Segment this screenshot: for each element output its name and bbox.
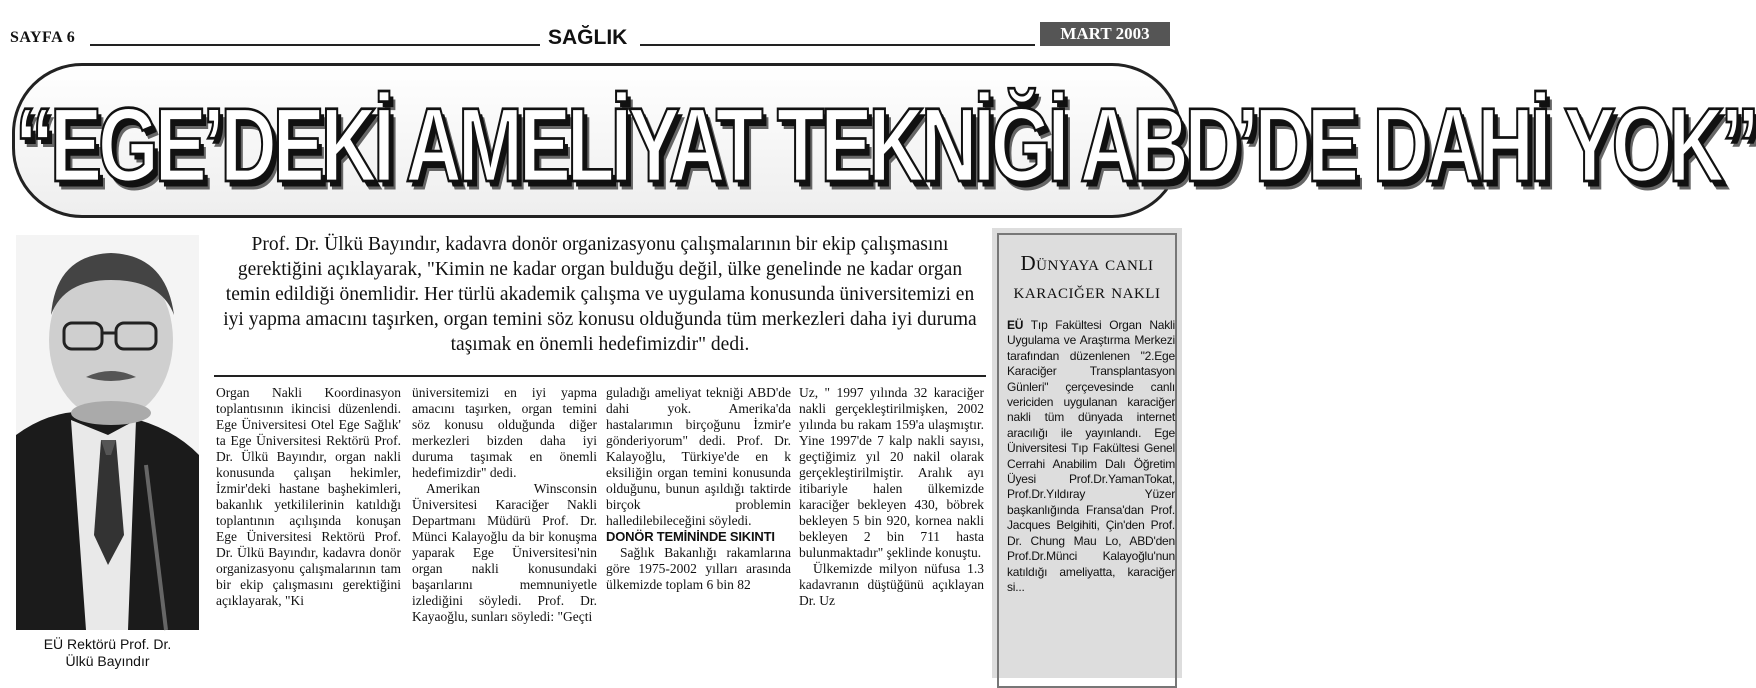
header-rule-right xyxy=(640,44,1035,46)
sidebar-text-body: Tıp Fakültesi Organ Nakli Uygulama ve Araştırma Merkezi tarafından düzenlenen "2.Ege Karaciğer Transplantasyon Günleri" çerçevesinde canlı vericiden uygulanan karaciğer nakli tüm dünyada internet aracılığı ile yayınlandı. Ege Üniversitesi Tıp Fakültesi Genel Cerrahi Anabilim Dalı Öğretim Üyesi Prof.Dr.YamanTokat, Prof.Dr.Yıldıray Yüzer başkanlığında Fransa'dan Prof. Jacques Belgihiti, Çin'den Prof. Dr. Chung Mau Lo, ABD'den Prof.Dr.Münci Kalayoğlu'nun katıldığı ameliyatta, karaciğer si... xyxy=(1007,318,1175,594)
section-title: SAĞLIK xyxy=(548,26,628,49)
caption-line: EÜ Rektörü Prof. Dr. xyxy=(43,636,172,652)
portrait-photo xyxy=(16,235,199,630)
portrait-illustration xyxy=(16,235,199,630)
photo-caption xyxy=(16,636,199,670)
paragraph: üniversitemizi en iyi yapma amacını taşırken, organ temini söz konusu olduğunda diğer merkezleri bizden daha iyi duruma taşımak en önemli hedefimizdir" dedi. xyxy=(412,385,597,480)
headline-banner xyxy=(12,63,1756,218)
paragraph: Organ Nakli Koordinasyon toplantısının ikincisi düzenlendi. Ege Üniversitesi Otel Ege Sağlık' ta Ege Üniversitesi Rektörü Prof. Dr. Ülkü Bayındır, organ nakli konusunda çalışan hekimler, İzmir'deki hastane başhekimleri, bakanlık yetkililerinin katıldığı toplantının açılışında konuşan Ege Üniversitesi Rektörü Prof. Dr. Ülkü Bayındır, kadavra donör organizasyonu çalışmalarının tam bir ekip çalışmasını gerektiğini açıklayarak, "Ki xyxy=(216,385,401,608)
sidebar-title-line: Dünyaya canlı xyxy=(1020,251,1154,275)
sidebar-title-line: karaciğer nakli xyxy=(1013,279,1161,303)
article-column-2 xyxy=(412,385,597,675)
sidebar-box xyxy=(992,228,1182,678)
lead-rule xyxy=(214,375,986,377)
article-column-3 xyxy=(606,385,791,675)
caption-line: Ülkü Bayındır xyxy=(65,653,150,669)
sidebar-text-lead: EÜ xyxy=(1007,318,1024,332)
paragraph: Sağlık Bakanlığı rakamlarına göre 1975-2002 yılları arasında ülkemizde toplam 6 bin 82 xyxy=(606,545,791,592)
paragraph: Amerikan Winsconsin Üniversitesi Karaciğer Nakli Departmanı Müdürü Prof. Dr. Münci Kalayoğlu da bir konuşma yaparak Ege Üniversitesi'nin organ nakli konusundaki başarılarını memnuniyetle izlediğini söyledi. Prof. Dr. Kayaoğlu, sunları söyledi: "Geçti xyxy=(412,481,597,624)
date-badge: MART 2003 xyxy=(1040,22,1170,46)
paragraph: Ülkemizde milyon nüfusa 1.3 kadavranın düştüğünü açıklayan Dr. Uz xyxy=(799,561,984,608)
header-rule-left xyxy=(90,44,540,46)
paragraph: Uz, " 1997 yılında 32 karaciğer nakli gerçekleştirilmişken, 2002 yılında bu rakam 159'a ulaşmıştır. Yine 1997'de 7 kalp nakli sayısı, geçtiğimiz yıl 20 nakil olarak gerçekleştirilmiştir. Aralık ayı itibariyle halen ülkemizde karaciğer bekleyen 430, böbrek bekleyen 5 bin 920, kornea nakli bekleyen 2 bin 711 hasta bulunmaktadır" şeklinde konuştu. xyxy=(799,385,984,560)
paragraph: guladığı ameliyat tekniği ABD'de dahi yok. Amerika'da hastalarımın birçoğunu İzmir'e gönderiyorum" dedi. Prof. Dr. Kalayoğlu, Türkiye'de en k eksiliğin organ temini konusunda olduğunu, bunun aşıldığı taktirde birçok problemin halledilebileceğini söyledi. xyxy=(606,385,791,528)
headline: “EGE’DEKİ AMELİYAT TEKNİĞİ ABD’DE DAHİ YOK” xyxy=(15,85,1756,205)
article-column-1 xyxy=(216,385,401,675)
sidebar-text xyxy=(1007,318,1175,595)
article-column-4 xyxy=(799,385,984,675)
page-number: SAYFA 6 xyxy=(10,29,76,46)
lead-paragraph: Prof. Dr. Ülkü Bayındır, kadavra donör organizasyonu çalışmalarının bir ekip çalışmasını gerektiğini açıklayarak, "Kimin ne kadar organ bulduğu değil, ülke genelinde ne kadar organ temin edildiği önemlidir. Her türlü akademik çalışma ve uygulama konusunda üniversitemizi en iyi yapma amacını taşırken, organ temini söz konusu olduğunda tüm merkezleri daha iyi duruma taşımak en önemli hedefimizdir" dedi. xyxy=(223,234,977,355)
sidebar-title xyxy=(999,249,1175,305)
sidebar-frame xyxy=(997,233,1177,688)
subheading: DONÖR TEMİNİNDE SIKINTI xyxy=(606,529,775,544)
